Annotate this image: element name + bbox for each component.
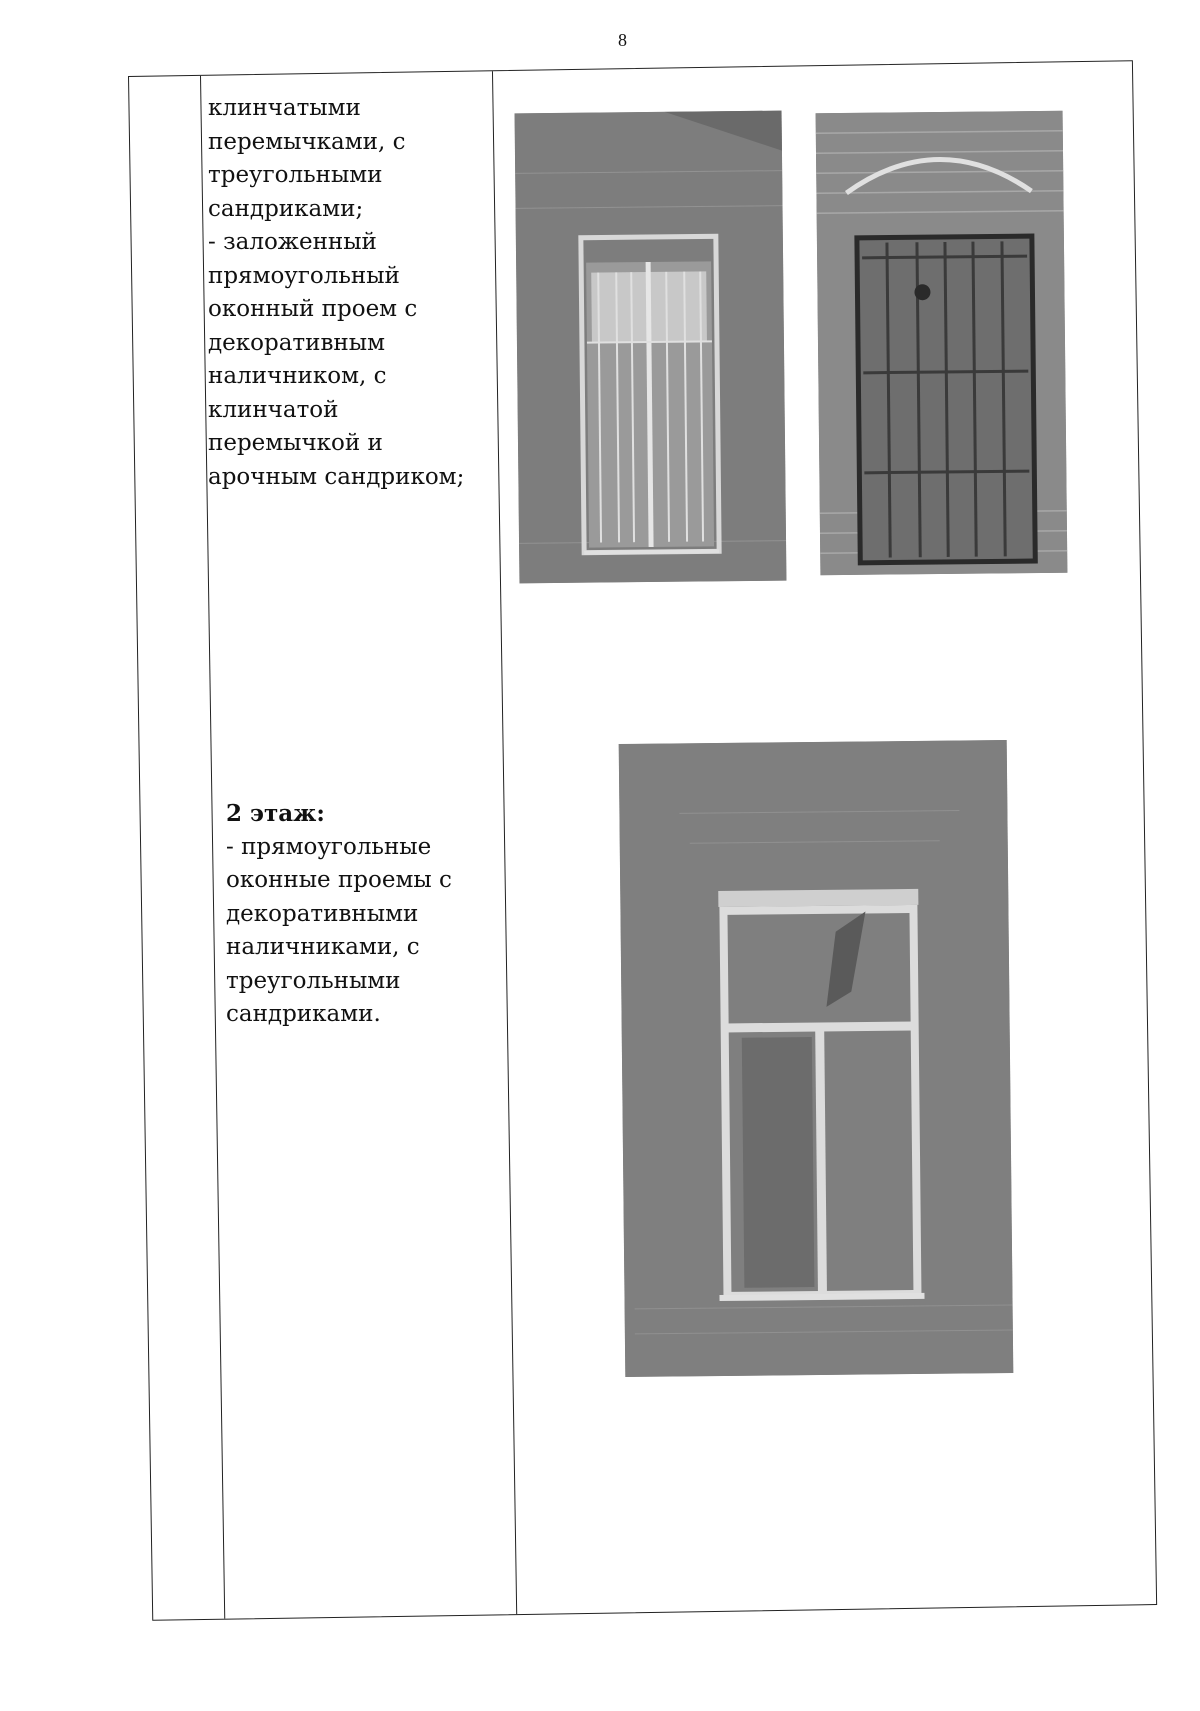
floor1-line: арочным сандриком;: [208, 463, 465, 490]
floor1-line: перемычками, с: [208, 128, 406, 155]
floor1-line: сандриками;: [208, 195, 364, 222]
photo-window-bricked-arched: [816, 111, 1068, 576]
floor1-line: перемычкой и: [208, 430, 383, 456]
window-photo-drawing: [515, 111, 787, 584]
photo-window-glazed: [515, 111, 787, 584]
floor2-line: треугольными: [226, 967, 401, 994]
floor2-line: декоративными: [226, 900, 419, 927]
floor2-description: [226, 797, 452, 1032]
photo-window-second-floor: [619, 740, 1014, 1377]
floor1-line: клинчатой: [208, 396, 339, 423]
second-floor-window-drawing: [619, 740, 1014, 1377]
floor2-heading: 2 этаж:: [226, 800, 325, 827]
floor1-line: оконный проем с: [208, 296, 418, 322]
floor1-line: - заложенный: [208, 229, 377, 255]
floor1-line: клинчатыми: [208, 95, 361, 121]
floor2-line: сандриками.: [226, 1001, 381, 1027]
floor1-line: прямоугольный: [208, 262, 400, 289]
bricked-window-photo-drawing: [816, 111, 1068, 576]
floor1-line: декоративным: [208, 329, 385, 356]
floor1-description: [208, 92, 464, 494]
column-divider-right: [492, 71, 517, 1614]
floor2-line: - прямоугольные: [226, 833, 432, 860]
page-number: 8: [618, 30, 627, 50]
floor1-line: наличником, с: [208, 363, 387, 389]
floor2-line: оконные проемы с: [226, 867, 452, 893]
floor2-line: наличниками, с: [226, 934, 420, 960]
floor1-line: треугольными: [208, 162, 383, 188]
